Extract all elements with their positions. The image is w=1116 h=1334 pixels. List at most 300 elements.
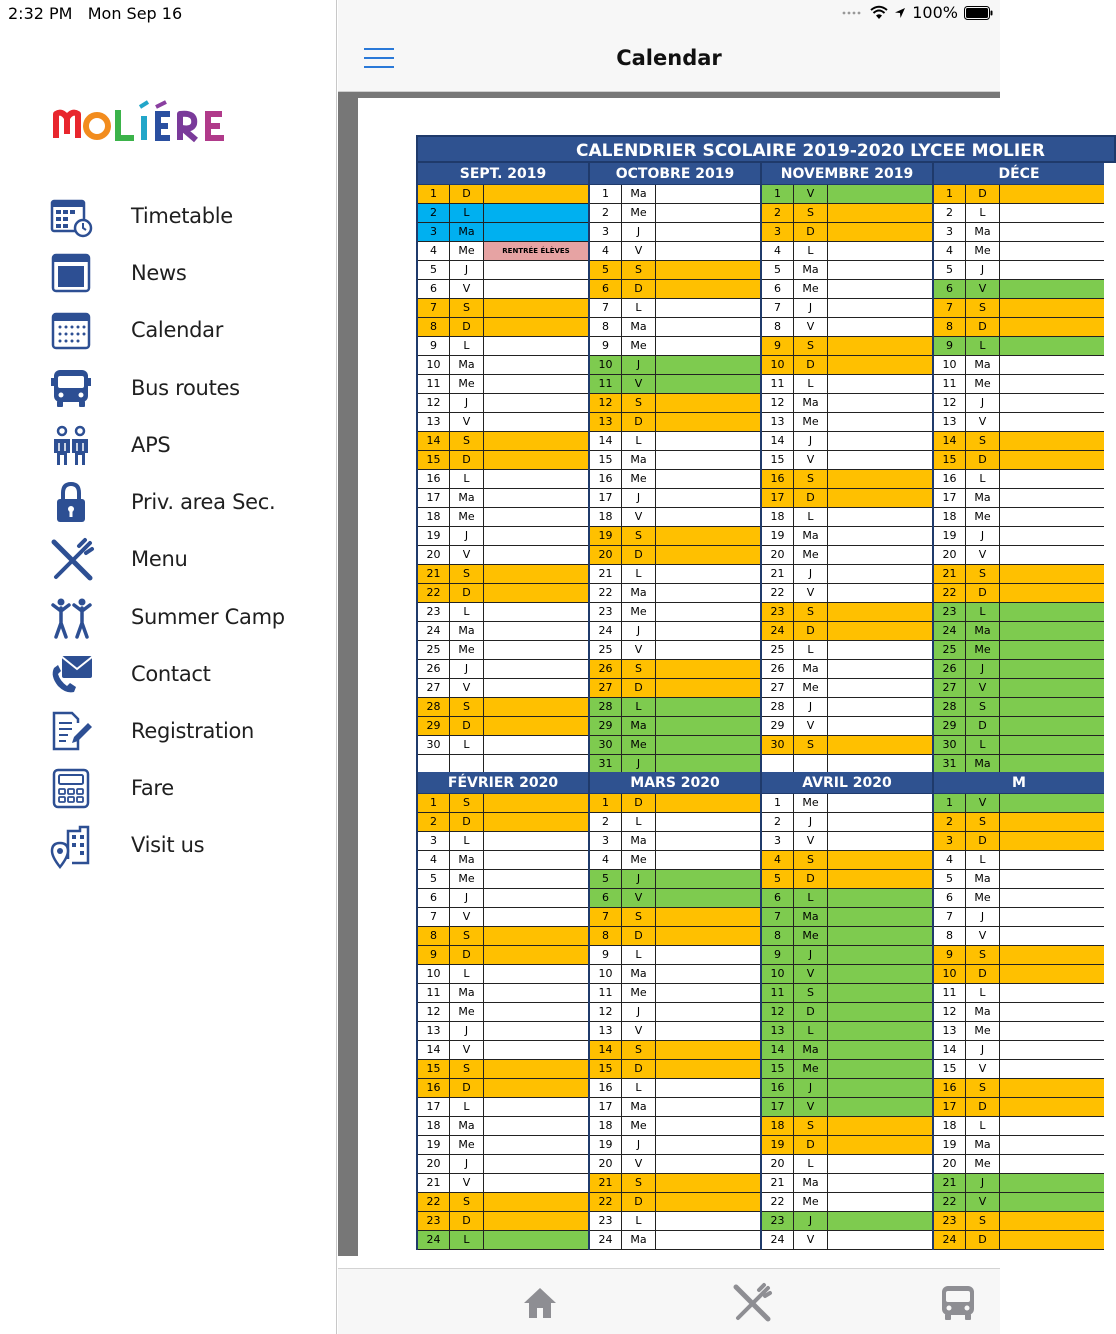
day-number: 2 — [418, 204, 450, 222]
day-of-week: J — [794, 299, 828, 317]
day-number: 2 — [418, 813, 450, 831]
pdf-viewer[interactable] — [338, 92, 1045, 1256]
calendar-day-row — [934, 1155, 1104, 1174]
calendar-day-row — [934, 584, 1104, 603]
day-note — [484, 717, 588, 735]
day-of-week: V — [966, 280, 1000, 298]
day-of-week: Me — [794, 927, 828, 945]
day-number: 5 — [590, 261, 622, 279]
calendar-day-row — [762, 851, 932, 870]
sidebar-item-aps[interactable] — [0, 417, 337, 473]
day-of-week: Me — [622, 984, 656, 1002]
day-number: 26 — [590, 660, 622, 678]
day-of-week: D — [450, 813, 484, 831]
day-note — [828, 603, 932, 621]
day-note — [484, 851, 588, 869]
day-note — [1000, 1212, 1104, 1230]
day-number: 14 — [934, 432, 966, 450]
calendar-day-row — [418, 185, 588, 204]
day-number: 10 — [590, 965, 622, 983]
calendar-day-row — [418, 204, 588, 223]
tab-bar — [338, 1268, 1000, 1334]
calendar-day-row — [762, 223, 932, 242]
day-number: 6 — [934, 280, 966, 298]
day-number: 18 — [934, 1117, 966, 1135]
day-note — [484, 1117, 588, 1135]
day-of-week: V — [622, 889, 656, 907]
calendar-day-row — [762, 1060, 932, 1079]
day-of-week: Ma — [966, 870, 1000, 888]
day-of-week: Ma — [794, 1041, 828, 1059]
day-number: 21 — [934, 1174, 966, 1192]
day-number: 18 — [418, 1117, 450, 1135]
sidebar — [0, 0, 337, 1334]
day-of-week: V — [450, 679, 484, 697]
sidebar-item-label: Menu — [131, 547, 188, 571]
day-of-week: Ma — [966, 1136, 1000, 1154]
day-of-week: V — [794, 1231, 828, 1249]
day-note — [1000, 603, 1104, 621]
day-number: 16 — [418, 1079, 450, 1097]
day-number: 17 — [934, 1098, 966, 1116]
day-of-week: V — [966, 1193, 1000, 1211]
calendar-day-row — [418, 546, 588, 565]
calendar-day-row — [934, 622, 1104, 641]
day-note — [1000, 946, 1104, 964]
calendar-day-row — [934, 394, 1104, 413]
day-note — [828, 204, 932, 222]
sidebar-item-calendar[interactable] — [0, 302, 337, 358]
day-note — [828, 356, 932, 374]
calendar-day-row — [762, 527, 932, 546]
month-column — [760, 772, 932, 1250]
day-note — [656, 736, 760, 754]
day-note — [656, 337, 760, 355]
calendar-day-row — [418, 584, 588, 603]
day-number: 22 — [590, 584, 622, 602]
calendar-day-row — [934, 489, 1104, 508]
day-note — [484, 1060, 588, 1078]
day-note — [1000, 1060, 1104, 1078]
day-note — [828, 851, 932, 869]
day-number: 11 — [590, 984, 622, 1002]
calendar-day-row — [418, 280, 588, 299]
day-of-week: L — [622, 813, 656, 831]
day-note — [828, 1003, 932, 1021]
day-of-week: J — [966, 261, 1000, 279]
day-note — [1000, 755, 1104, 773]
day-of-week: V — [966, 546, 1000, 564]
month-header: DÉCE — [934, 163, 1104, 185]
day-number: 10 — [762, 965, 794, 983]
day-note — [1000, 908, 1104, 926]
day-note — [828, 1041, 932, 1059]
day-number: 19 — [934, 527, 966, 545]
calendar-day-row — [762, 908, 932, 927]
day-note — [828, 508, 932, 526]
day-note — [656, 584, 760, 602]
lock-icon — [50, 482, 94, 524]
day-note — [484, 1079, 588, 1097]
day-note — [1000, 984, 1104, 1002]
day-number: 7 — [590, 908, 622, 926]
day-of-week: V — [450, 1174, 484, 1192]
day-of-week: L — [622, 299, 656, 317]
calendar-day-row — [762, 603, 932, 622]
day-number: 29 — [590, 717, 622, 735]
calendar-day-row — [762, 1212, 932, 1231]
day-note — [1000, 717, 1104, 735]
day-of-week: V — [622, 1155, 656, 1173]
calendar-day-row — [762, 356, 932, 375]
day-note — [656, 375, 760, 393]
day-number: 16 — [762, 1079, 794, 1097]
sidebar-item-label: Bus routes — [131, 376, 240, 400]
day-note — [828, 717, 932, 735]
day-of-week: Me — [966, 889, 1000, 907]
calendar-day-row — [762, 337, 932, 356]
sidebar-item-registration[interactable] — [0, 703, 337, 759]
calendar-day-row — [590, 1193, 760, 1212]
day-note — [1000, 813, 1104, 831]
calendar-day-row — [762, 736, 932, 755]
day-note — [1000, 794, 1104, 812]
day-of-week: J — [794, 698, 828, 716]
sidebar-item-fare[interactable] — [0, 760, 337, 816]
day-number: 7 — [934, 299, 966, 317]
day-of-week: L — [622, 698, 656, 716]
cutlery-icon — [50, 539, 94, 581]
day-note — [656, 927, 760, 945]
day-number: 31 — [934, 755, 966, 773]
day-of-week: V — [622, 508, 656, 526]
day-note — [656, 1041, 760, 1059]
calendar-day-row — [590, 470, 760, 489]
day-of-week: Ma — [794, 261, 828, 279]
day-of-week: D — [450, 1212, 484, 1230]
day-note — [656, 1136, 760, 1154]
day-note — [1000, 185, 1104, 203]
day-of-week: D — [794, 1136, 828, 1154]
day-number: 19 — [590, 527, 622, 545]
day-note — [828, 185, 932, 203]
calendar-day-row — [762, 679, 932, 698]
day-number: 11 — [418, 375, 450, 393]
sidebar-item-menu[interactable] — [0, 531, 337, 587]
day-note — [1000, 660, 1104, 678]
day-of-week: V — [794, 965, 828, 983]
day-number: 19 — [934, 1136, 966, 1154]
day-note — [828, 1212, 932, 1230]
day-number: 20 — [934, 1155, 966, 1173]
day-number: 17 — [418, 1098, 450, 1116]
day-number: 30 — [590, 736, 622, 754]
day-number: 1 — [934, 185, 966, 203]
day-note: RENTRÉE ÉLÈVES — [502, 247, 570, 255]
day-note — [484, 1098, 588, 1116]
day-of-week: D — [450, 318, 484, 336]
calendar-day-row — [762, 889, 932, 908]
day-note — [484, 736, 588, 754]
calendar-day-row — [418, 641, 588, 660]
day-note — [828, 223, 932, 241]
calendar-day-row — [590, 622, 760, 641]
day-note — [656, 356, 760, 374]
moliere-logo — [52, 98, 232, 150]
calendar-day-row — [762, 622, 932, 641]
day-of-week: Ma — [794, 1174, 828, 1192]
sidebar-item-summer-camp[interactable] — [0, 589, 337, 645]
sidebar-item-bus-routes[interactable] — [0, 360, 337, 416]
day-number: 2 — [934, 204, 966, 222]
day-of-week: V — [622, 1022, 656, 1040]
day-number: 27 — [418, 679, 450, 697]
day-note — [484, 622, 588, 640]
calendar-day-row — [418, 413, 588, 432]
day-number: 24 — [418, 622, 450, 640]
calendar-day-row — [762, 1003, 932, 1022]
day-of-week: Ma — [450, 1117, 484, 1135]
day-note — [484, 299, 588, 317]
day-of-week: D — [794, 489, 828, 507]
day-note — [656, 603, 760, 621]
day-number: 4 — [762, 851, 794, 869]
calendar-day-row — [418, 1003, 588, 1022]
day-note — [828, 794, 932, 812]
day-note — [828, 565, 932, 583]
day-note — [656, 946, 760, 964]
day-note — [484, 660, 588, 678]
day-of-week: L — [450, 204, 484, 222]
day-of-week: V — [450, 1041, 484, 1059]
calendar-day-row — [762, 185, 932, 204]
day-number: 13 — [934, 1022, 966, 1040]
day-note — [1000, 1003, 1104, 1021]
calendar-day-row — [934, 223, 1104, 242]
calendar-day-row — [934, 794, 1104, 813]
day-note — [1000, 470, 1104, 488]
day-of-week: D — [794, 870, 828, 888]
day-of-week: Me — [966, 508, 1000, 526]
day-note — [1000, 1022, 1104, 1040]
day-of-week: J — [966, 394, 1000, 412]
day-note — [828, 318, 932, 336]
day-of-week: D — [966, 584, 1000, 602]
day-number: 8 — [934, 927, 966, 945]
day-number: 27 — [590, 679, 622, 697]
day-note — [484, 413, 588, 431]
day-number: 10 — [418, 965, 450, 983]
day-note — [1000, 927, 1104, 945]
sidebar-item-news[interactable] — [0, 245, 337, 301]
calendar-day-row — [418, 1022, 588, 1041]
calendar-day-row — [934, 870, 1104, 889]
day-note — [656, 242, 760, 260]
day-of-week: J — [622, 870, 656, 888]
day-number: 7 — [762, 299, 794, 317]
calendar-day-row — [590, 851, 760, 870]
day-of-week: D — [622, 280, 656, 298]
day-of-week: S — [450, 299, 484, 317]
day-number: 18 — [762, 508, 794, 526]
day-number: 11 — [934, 984, 966, 1002]
calendar-day-row — [418, 1136, 588, 1155]
sidebar-item-timetable[interactable] — [0, 188, 337, 244]
day-number: 24 — [590, 622, 622, 640]
day-number: 14 — [762, 432, 794, 450]
month-column — [416, 163, 588, 774]
day-note — [828, 1117, 932, 1135]
calendar-day-row — [418, 1098, 588, 1117]
day-number: 14 — [934, 1041, 966, 1059]
day-number: 4 — [934, 851, 966, 869]
day-number: 7 — [418, 908, 450, 926]
day-note — [1000, 223, 1104, 241]
day-number: 25 — [418, 641, 450, 659]
day-number: 28 — [934, 698, 966, 716]
day-number: 15 — [418, 451, 450, 469]
sidebar-item-visit-us[interactable] — [0, 817, 337, 873]
cutlery-icon[interactable] — [732, 1283, 772, 1323]
calendar-day-row — [762, 394, 932, 413]
day-of-week: Me — [794, 413, 828, 431]
day-number: 6 — [590, 889, 622, 907]
day-of-week: S — [966, 946, 1000, 964]
day-number: 14 — [590, 1041, 622, 1059]
day-number: 15 — [934, 451, 966, 469]
day-of-week: Ma — [450, 851, 484, 869]
day-note — [484, 337, 588, 355]
sidebar-item-contact[interactable] — [0, 646, 337, 702]
day-note — [484, 965, 588, 983]
day-number: 17 — [418, 489, 450, 507]
day-of-week: J — [450, 660, 484, 678]
calendar-day-row — [418, 1212, 588, 1231]
day-note — [484, 927, 588, 945]
calendar-day-row — [762, 280, 932, 299]
calendar-day-row — [934, 984, 1104, 1003]
day-of-week: Me — [794, 794, 828, 812]
day-number: 15 — [590, 451, 622, 469]
day-of-week: J — [794, 813, 828, 831]
day-of-week: L — [794, 242, 828, 260]
calendar-day-row — [762, 1117, 932, 1136]
day-note — [484, 470, 588, 488]
day-note — [1000, 622, 1104, 640]
calendar-day-row — [762, 1136, 932, 1155]
calculator-icon — [50, 768, 94, 810]
calendar-day-row — [418, 1155, 588, 1174]
month-column — [932, 163, 1104, 774]
day-note — [1000, 851, 1104, 869]
day-of-week: Me — [622, 1117, 656, 1135]
day-note — [828, 641, 932, 659]
day-of-week: S — [622, 908, 656, 926]
calendar-day-row — [418, 394, 588, 413]
day-note — [828, 908, 932, 926]
month-header: SEPT. 2019 — [418, 163, 588, 185]
calendar-day-row — [934, 451, 1104, 470]
day-number: 22 — [418, 1193, 450, 1211]
calendar-day-row — [934, 1041, 1104, 1060]
day-number: 24 — [934, 1231, 966, 1249]
day-of-week: V — [794, 185, 828, 203]
day-of-week: V — [794, 1098, 828, 1116]
day-of-week: Ma — [966, 223, 1000, 241]
status-indicators — [842, 3, 994, 22]
month-column — [588, 163, 760, 774]
calendar-day-row — [934, 946, 1104, 965]
day-number: 1 — [418, 794, 450, 812]
day-note — [1000, 965, 1104, 983]
day-number: 20 — [418, 546, 450, 564]
day-note — [828, 261, 932, 279]
day-note — [828, 698, 932, 716]
calendar-day-row — [590, 1041, 760, 1060]
day-of-week: J — [966, 1041, 1000, 1059]
day-number: 1 — [418, 185, 450, 203]
day-of-week: L — [966, 603, 1000, 621]
calendar-day-row — [762, 1022, 932, 1041]
day-number: 19 — [418, 1136, 450, 1154]
calendar-day-row — [590, 242, 760, 261]
sidebar-item-priv-area[interactable] — [0, 474, 337, 530]
calendar-day-row — [762, 1155, 932, 1174]
calendar-day-row — [418, 451, 588, 470]
day-note — [484, 451, 588, 469]
calendar-day-row — [590, 660, 760, 679]
calendar-day-row — [590, 603, 760, 622]
day-of-week: V — [450, 546, 484, 564]
day-number: 24 — [934, 622, 966, 640]
calendar-day-row — [590, 794, 760, 813]
calendar-day-row — [590, 432, 760, 451]
day-of-week: Me — [450, 242, 484, 260]
day-note — [1000, 451, 1104, 469]
day-of-week: Ma — [622, 965, 656, 983]
day-note — [656, 1231, 760, 1249]
day-note — [656, 755, 760, 773]
calendar-day-row — [590, 204, 760, 223]
day-note — [828, 584, 932, 602]
home-icon[interactable] — [520, 1283, 560, 1323]
day-of-week: Me — [450, 508, 484, 526]
calendar-day-row — [590, 584, 760, 603]
day-of-week: J — [450, 527, 484, 545]
sidebar-item-label: Summer Camp — [131, 605, 285, 629]
bus-icon[interactable] — [938, 1283, 978, 1323]
day-of-week: L — [794, 889, 828, 907]
status-bar — [0, 0, 1000, 28]
day-of-week: V — [622, 242, 656, 260]
day-note — [484, 565, 588, 583]
wifi-icon — [870, 6, 888, 20]
calendar-day-row — [418, 242, 588, 261]
day-note — [484, 318, 588, 336]
calendar-day-row — [418, 717, 588, 736]
day-note — [1000, 1174, 1104, 1192]
day-number: 17 — [934, 489, 966, 507]
battery-percent: 100% — [912, 3, 958, 22]
day-note — [484, 489, 588, 507]
day-note — [484, 984, 588, 1002]
day-of-week: S — [966, 1079, 1000, 1097]
day-number: 4 — [762, 242, 794, 260]
calendar-day-row — [590, 984, 760, 1003]
day-of-week: Ma — [450, 984, 484, 1002]
day-of-week: Me — [966, 1155, 1000, 1173]
day-number: 18 — [934, 508, 966, 526]
